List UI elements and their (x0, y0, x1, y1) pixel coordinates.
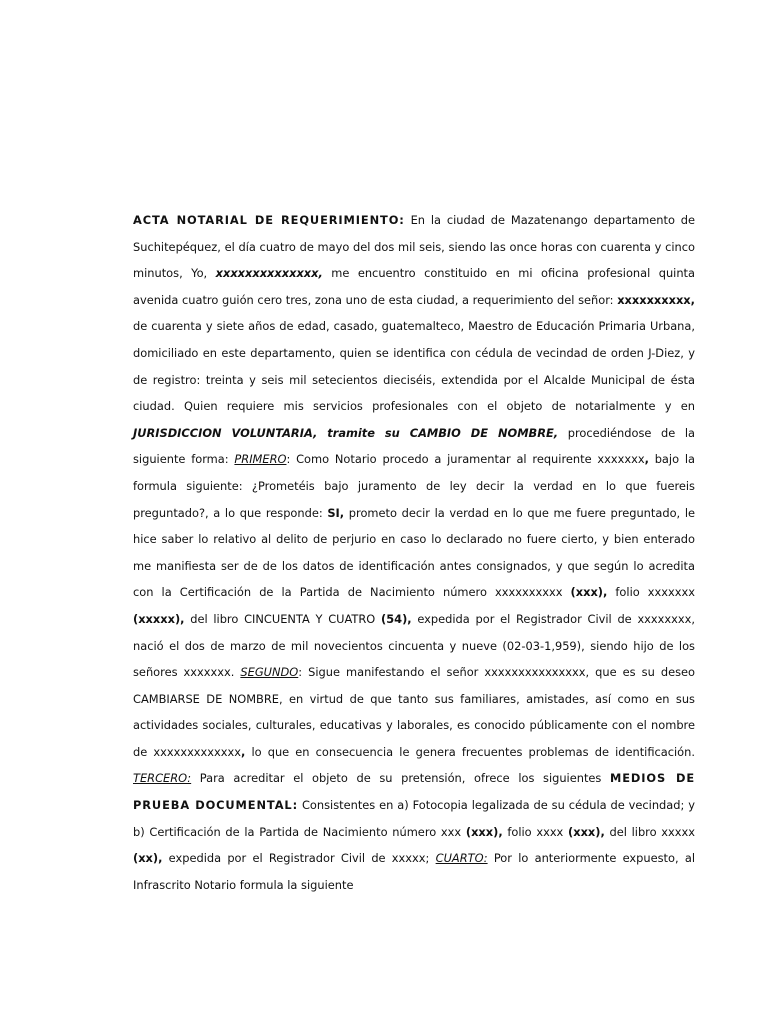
bold-comma: , (644, 452, 649, 467)
text-run: folio xxxxxxx (607, 585, 695, 600)
medios-prueba-heading: MEDIOS DE PRUEBA DOCUMENTAL: (133, 771, 696, 813)
bold-reference: (54), (381, 611, 412, 626)
answer-si: SI, (327, 505, 345, 520)
jurisdiccion-emphasis: JURISDICCION VOLUNTARIA, tramite su CAMBIO DE NOMBRE, (133, 425, 559, 440)
bold-comma: , (241, 744, 246, 759)
text-run: procediéndose de la siguiente forma: (133, 425, 696, 467)
requester-name: xxxxxxxxxx, (617, 292, 695, 307)
text-run: expedida por el Registrador Civil de xxxxx; (162, 851, 436, 866)
bold-reference: (xxx), (570, 585, 608, 600)
text-run: de cuarenta y siete años de edad, casado, guatemalteco, Maestro de Educación Primaria Urbana, domiciliado en este departamento, quien se identifica con cédula de vecindad de orden J-Diez, y de registro: treinta y seis mil setecientos dieciséis, extendida por el Alcalde Municipal de ésta ciudad. Quien requiere mis servicios profesionales con el objeto de notarialmente y en (133, 319, 695, 414)
acta-paragraph (133, 207, 695, 898)
text-run: del libro xxxxx (604, 824, 695, 839)
document-body (133, 207, 695, 898)
acta-heading: ACTA NOTARIAL DE REQUERIMIENTO: (133, 213, 405, 227)
section-tercero: TERCERO: (133, 771, 192, 786)
text-run: lo que en consecuencia le genera frecuentes problemas de identificación. (245, 744, 695, 759)
bold-reference: (xxx), (465, 824, 503, 839)
text-run: del libro CINCUENTA Y CUATRO (184, 611, 382, 626)
bold-reference: (xx), (133, 851, 163, 866)
text-run: prometo decir la verdad en lo que me fuere preguntado, le hice saber lo relativo al delito de perjurio en caso lo declarado no fuere cierto, y bien enterado me manifiesta ser de de los datos de identificación antes consignados, y que según lo acredita con la Certificación de la Partida de Nacimiento número xxxxxxxxxx (133, 505, 695, 600)
notary-name: xxxxxxxxxxxxxx, (215, 266, 323, 281)
text-run: expedida por el Registrador Civil de xxxxxxxx, nació el dos de marzo de mil novecientos cincuenta y nueve (02-03-1,959), siendo hijo de los señores xxxxxxx. (133, 611, 695, 680)
text-run: Por lo anteriormente expuesto, al Infrascrito Notario formula la siguiente (133, 851, 695, 892)
text-run: me encuentro constituido en mi oficina profesional quinta avenida cuatro guión cero tres, zona uno de esta ciudad, a requerimiento del señor: (133, 266, 696, 307)
section-primero: PRIMERO (234, 452, 287, 467)
text-run: folio xxxx (502, 824, 569, 839)
text-run: bajo la formula siguiente: ¿Prometéis bajo juramento de ley decir la verdad en lo que fuereis preguntado?, a lo que responde: (133, 452, 695, 520)
section-cuarto: CUARTO: (435, 851, 488, 866)
text-run: Para acreditar el objeto de su pretensión, ofrece los siguientes (191, 771, 610, 786)
text-run: Consistentes en a) Fotocopia legalizada de su cédula de vecindad; y b) Certificación de la Partida de Nacimiento número xxx (133, 798, 695, 839)
text-run: : Como Notario procedo a juramentar al requirente xxxxxxx (286, 452, 645, 467)
section-segundo: SEGUNDO (240, 665, 299, 680)
bold-reference: (xxxxx), (133, 611, 185, 626)
text-run: En la ciudad de Mazatenango departamento de Suchitepéquez, el día cuatro de mayo del dos mil seis, siendo las once horas con cuarenta y cinco minutos, Yo, (133, 213, 696, 281)
bold-reference: (xxx), (568, 824, 605, 839)
text-run: : Sigue manifestando el señor xxxxxxxxxxxxxxx, que es su deseo CAMBIARSE DE NOMBRE, en virtud de que tanto sus familiares, amistades, así como en sus actividades sociales, culturales, educativas y laborales, es conocido públicamente con el nombre de xxxxxxxxxxxxx (133, 665, 695, 759)
